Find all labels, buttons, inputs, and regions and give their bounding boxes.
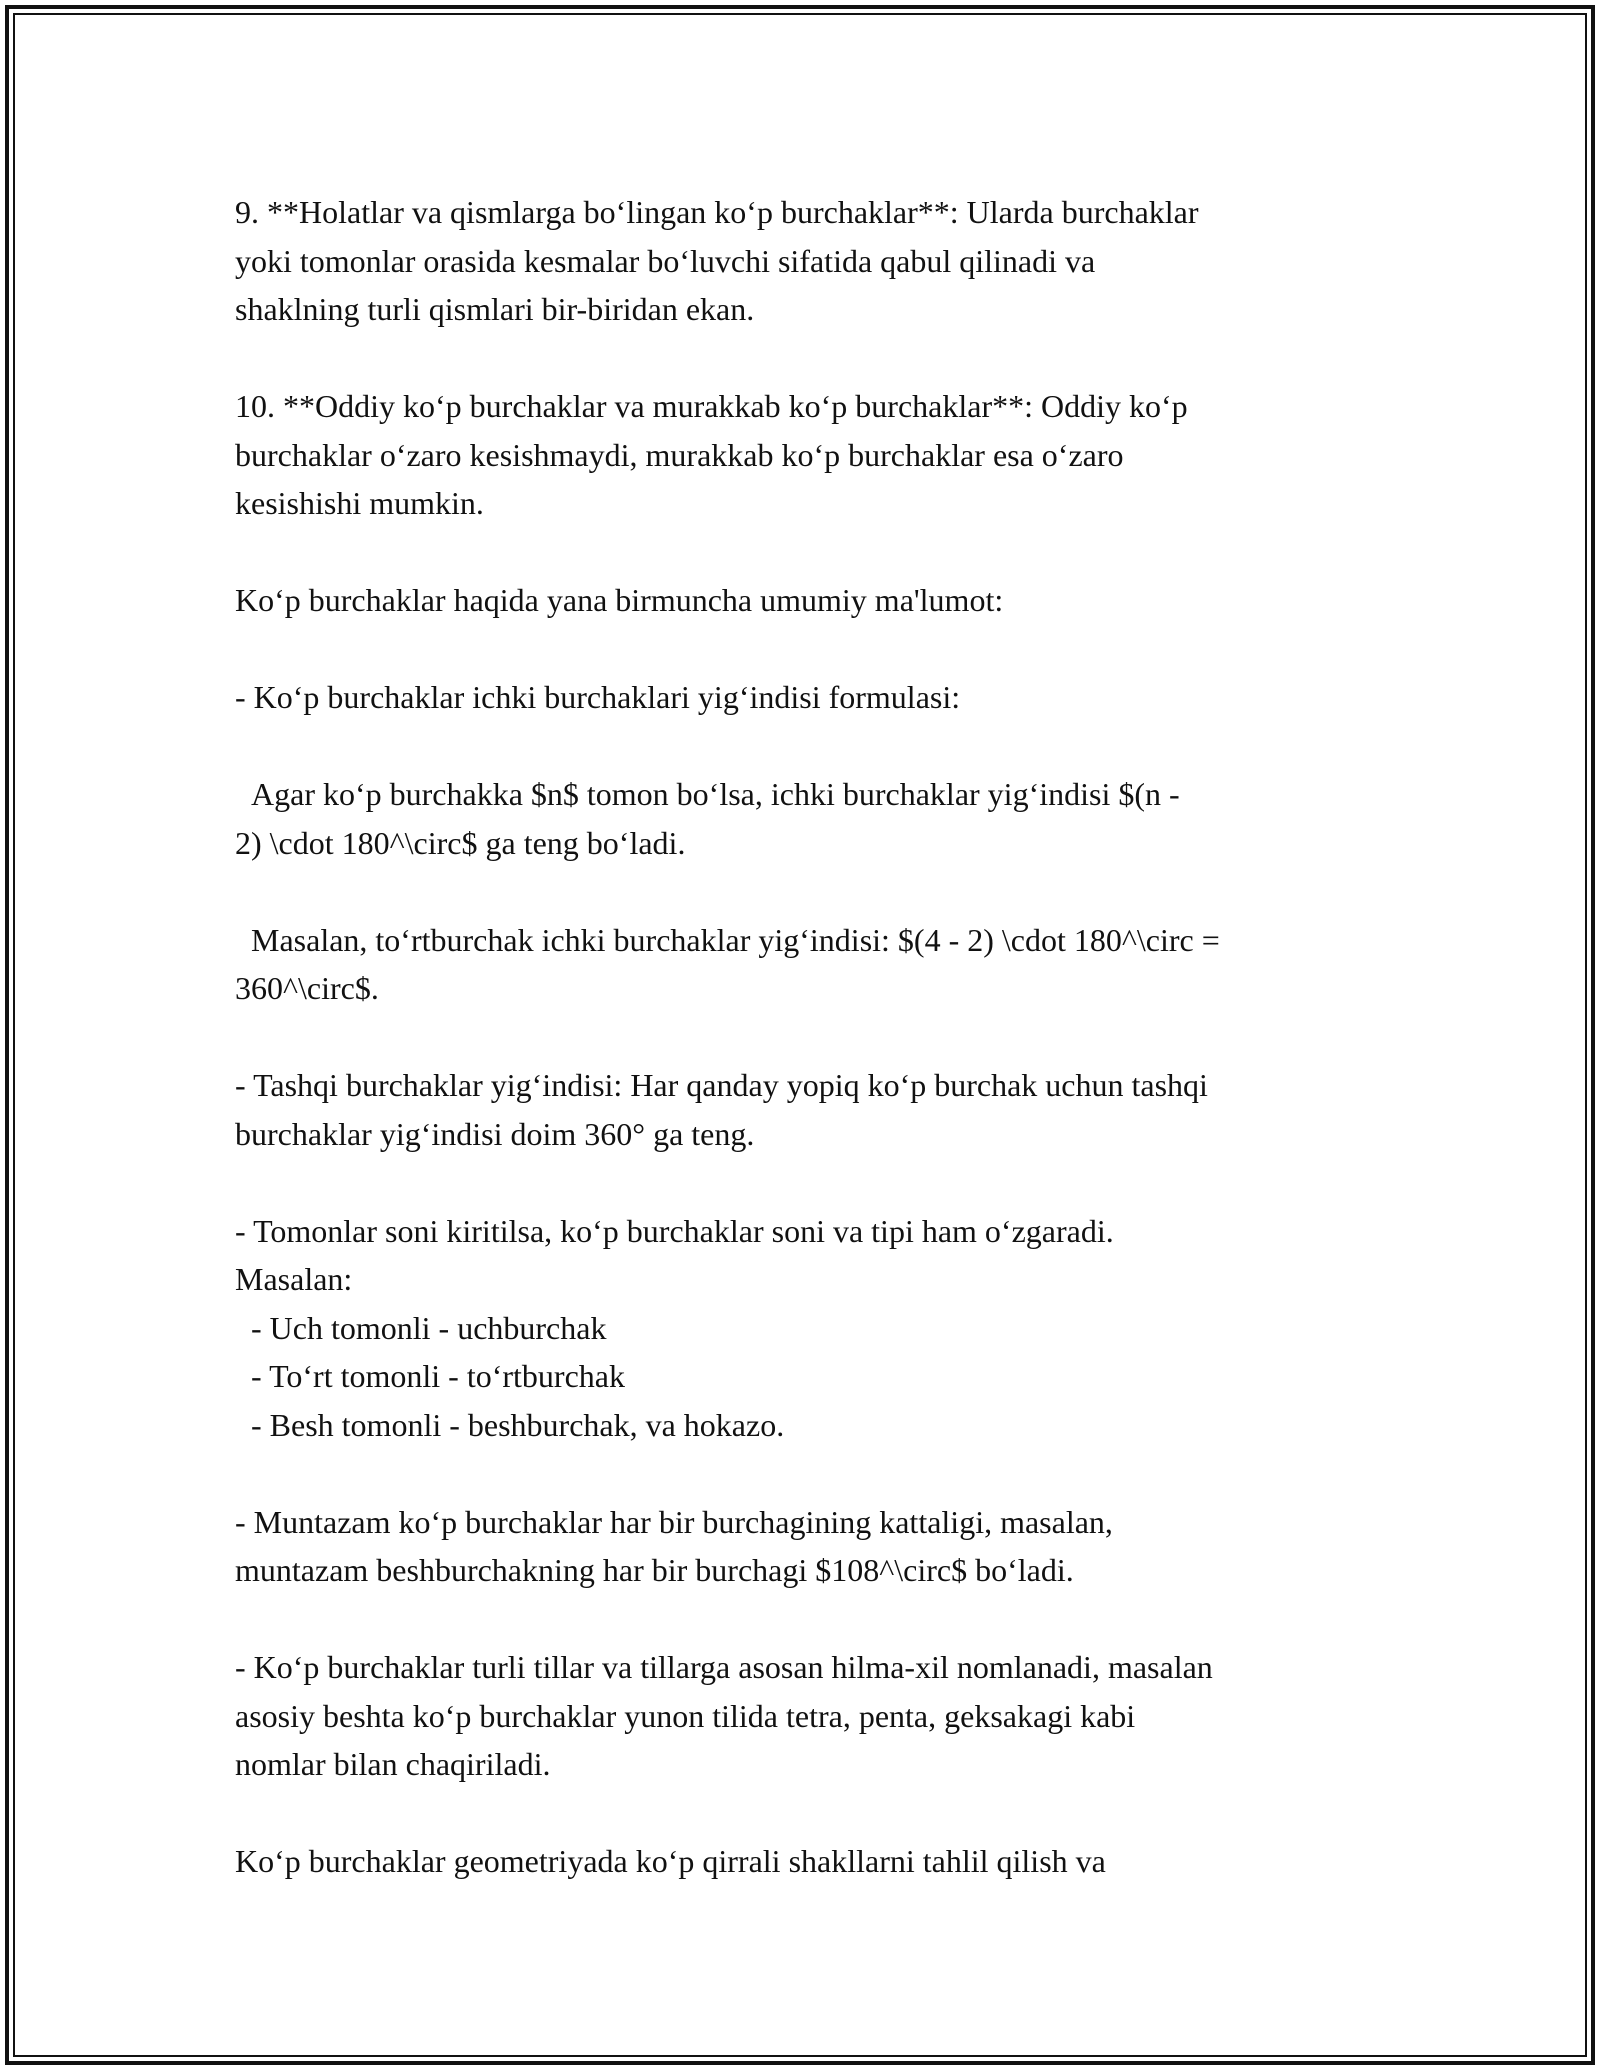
paragraph-general-info-intro: Ko‘p burchaklar haqida yana birmuncha umumiy ma'lumot: (235, 582, 1004, 618)
formula-interior-angle-sum: Agar ko‘p burchakka $n$ tomon bo‘lsa, ichki burchaklar yig‘indisi $(n - 2) \cdot 180^\circ$ ga teng bo‘ladi. (235, 776, 1180, 861)
bullet-exterior-angle-sum: - Tashqi burchaklar yig‘indisi: Har qanday yopiq ko‘p burchak uchun tashqi burchaklar yig‘indisi doim 360° ga teng. (235, 1067, 1208, 1152)
bullet-interior-angle-formula: - Ko‘p burchaklar ichki burchaklari yig‘indisi formulasi: (235, 679, 961, 715)
paragraph-conclusion-fragment: Ko‘p burchaklar geometriyada ko‘p qirrali shakllarni tahlil qilish va (235, 1843, 1106, 1879)
document-body (235, 188, 1385, 1886)
formula-example-quadrilateral: Masalan, to‘rtburchak ichki burchaklar yig‘indisi: $(4 - 2) \cdot 180^\circ = 360^\circ$. (235, 921, 1220, 1006)
bullet-polygon-naming: - Ko‘p burchaklar turli tillar va tillarga asosan hilma-xil nomlanadi, masalan asosiy beshta ko‘p burchaklar yunon tilida tetra, penta, geksakagi kabi nomlar bilan chaqiriladi. (235, 1649, 1213, 1782)
bullet-number-of-sides: - Tomonlar soni kiritilsa, ko‘p burchaklar soni va tipi ham o‘zgaradi. Masalan: - Uch tomonli - uchburchak - To‘rt tomonli - to‘rtburchak - Besh tomonli - beshburchak, va hokazo. (235, 1212, 1114, 1443)
paragraph-item-9-segmented-polygons: 9. **Holatlar va qismlarga bo‘lingan ko‘p burchaklar**: Ularda burchaklar yoki tomonlar orasida kesmalar bo‘luvchi sifatida qabul qilinadi va shaklning turli qismlari bir-biridan ekan. (235, 194, 1199, 327)
bullet-regular-polygon-angle: - Muntazam ko‘p burchaklar har bir burchagining kattaligi, masalan, muntazam beshburchakning har bir burchagi $108^\circ$ bo‘ladi. (235, 1503, 1113, 1588)
paragraph-item-10-simple-complex-polygons: 10. **Oddiy ko‘p burchaklar va murakkab ko‘p burchaklar**: Oddiy ko‘p burchaklar o‘zaro kesishmaydi, murakkab ko‘p burchaklar esa o‘zaro kesishishi mumkin. (235, 388, 1188, 521)
